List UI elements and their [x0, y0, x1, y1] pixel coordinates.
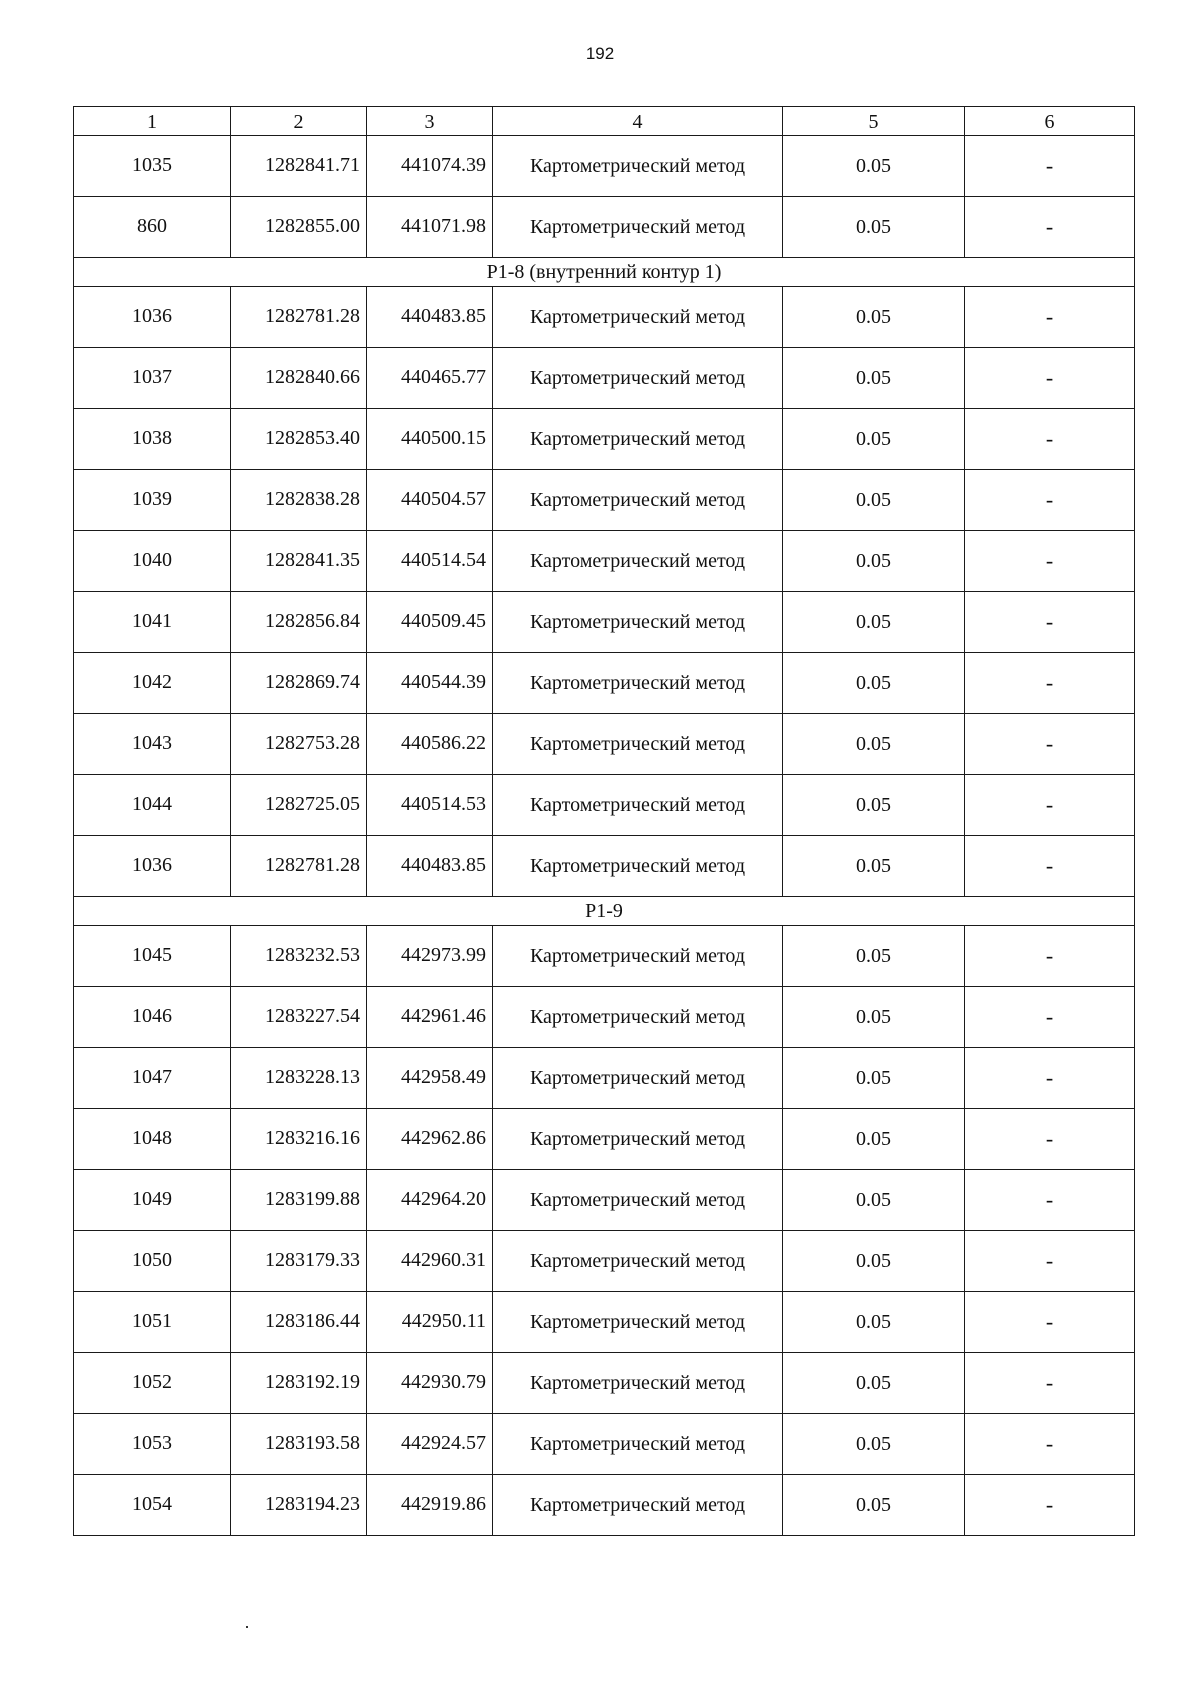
note-cell: - [965, 714, 1135, 775]
header-cell: 3 [367, 107, 493, 136]
x-coordinate-cell: 1282725.05 [231, 775, 367, 836]
method-cell: Картометрический метод [493, 1048, 783, 1109]
x-coordinate-cell: 1282781.28 [231, 287, 367, 348]
y-coordinate-cell: 440544.39 [367, 653, 493, 714]
table-row [74, 348, 1135, 409]
accuracy-cell: 0.05 [783, 1231, 965, 1292]
x-coordinate-cell: 1283232.53 [231, 926, 367, 987]
note-cell: - [965, 1170, 1135, 1231]
y-coordinate-cell: 442961.46 [367, 987, 493, 1048]
point-number-cell: 1053 [74, 1414, 231, 1475]
table-row [74, 136, 1135, 197]
note-cell: - [965, 470, 1135, 531]
table-row [74, 531, 1135, 592]
accuracy-cell: 0.05 [783, 1048, 965, 1109]
table-row [74, 287, 1135, 348]
point-number-cell: 1036 [74, 287, 231, 348]
method-cell: Картометрический метод [493, 926, 783, 987]
accuracy-cell: 0.05 [783, 1353, 965, 1414]
header-cell: 5 [783, 107, 965, 136]
table-row [74, 197, 1135, 258]
point-number-cell: 1036 [74, 836, 231, 897]
point-number-cell: 860 [74, 197, 231, 258]
table-row [74, 1048, 1135, 1109]
x-coordinate-cell: 1282838.28 [231, 470, 367, 531]
point-number-cell: 1049 [74, 1170, 231, 1231]
note-cell: - [965, 531, 1135, 592]
accuracy-cell: 0.05 [783, 348, 965, 409]
accuracy-cell: 0.05 [783, 1414, 965, 1475]
point-number-cell: 1054 [74, 1475, 231, 1536]
point-number-cell: 1040 [74, 531, 231, 592]
table-row [74, 1414, 1135, 1475]
note-cell: - [965, 1292, 1135, 1353]
note-cell: - [965, 409, 1135, 470]
x-coordinate-cell: 1282853.40 [231, 409, 367, 470]
point-number-cell: 1041 [74, 592, 231, 653]
header-row [74, 107, 1135, 136]
table-row [74, 1170, 1135, 1231]
point-number-cell: 1052 [74, 1353, 231, 1414]
header-cell: 2 [231, 107, 367, 136]
accuracy-cell: 0.05 [783, 287, 965, 348]
point-number-cell: 1035 [74, 136, 231, 197]
note-cell: - [965, 348, 1135, 409]
note-cell: - [965, 592, 1135, 653]
point-number-cell: 1047 [74, 1048, 231, 1109]
coordinates-table [73, 106, 1135, 1536]
x-coordinate-cell: 1282856.84 [231, 592, 367, 653]
y-coordinate-cell: 442960.31 [367, 1231, 493, 1292]
x-coordinate-cell: 1283179.33 [231, 1231, 367, 1292]
accuracy-cell: 0.05 [783, 531, 965, 592]
table-row [74, 1475, 1135, 1536]
table-row [74, 714, 1135, 775]
y-coordinate-cell: 442964.20 [367, 1170, 493, 1231]
method-cell: Картометрический метод [493, 1475, 783, 1536]
note-cell: - [965, 987, 1135, 1048]
accuracy-cell: 0.05 [783, 197, 965, 258]
y-coordinate-cell: 440586.22 [367, 714, 493, 775]
method-cell: Картометрический метод [493, 1109, 783, 1170]
point-number-cell: 1051 [74, 1292, 231, 1353]
x-coordinate-cell: 1283228.13 [231, 1048, 367, 1109]
y-coordinate-cell: 440483.85 [367, 836, 493, 897]
point-number-cell: 1042 [74, 653, 231, 714]
note-cell: - [965, 653, 1135, 714]
note-cell: - [965, 1048, 1135, 1109]
table-body [74, 107, 1135, 1536]
method-cell: Картометрический метод [493, 197, 783, 258]
section-row [74, 258, 1135, 287]
method-cell: Картометрический метод [493, 592, 783, 653]
method-cell: Картометрический метод [493, 1231, 783, 1292]
y-coordinate-cell: 442924.57 [367, 1414, 493, 1475]
method-cell: Картометрический метод [493, 470, 783, 531]
table-row [74, 926, 1135, 987]
method-cell: Картометрический метод [493, 1292, 783, 1353]
method-cell: Картометрический метод [493, 1353, 783, 1414]
note-cell: - [965, 1109, 1135, 1170]
note-cell: - [965, 136, 1135, 197]
y-coordinate-cell: 442973.99 [367, 926, 493, 987]
method-cell: Картометрический метод [493, 836, 783, 897]
note-cell: - [965, 1414, 1135, 1475]
header-cell: 1 [74, 107, 231, 136]
x-coordinate-cell: 1283216.16 [231, 1109, 367, 1170]
accuracy-cell: 0.05 [783, 409, 965, 470]
point-number-cell: 1048 [74, 1109, 231, 1170]
accuracy-cell: 0.05 [783, 1475, 965, 1536]
header-cell: 4 [493, 107, 783, 136]
method-cell: Картометрический метод [493, 775, 783, 836]
method-cell: Картометрический метод [493, 409, 783, 470]
table-row [74, 987, 1135, 1048]
accuracy-cell: 0.05 [783, 714, 965, 775]
accuracy-cell: 0.05 [783, 926, 965, 987]
section-title: Р1-8 (внутренний контур 1) [74, 258, 1135, 287]
y-coordinate-cell: 440514.53 [367, 775, 493, 836]
accuracy-cell: 0.05 [783, 775, 965, 836]
x-coordinate-cell: 1282841.71 [231, 136, 367, 197]
accuracy-cell: 0.05 [783, 653, 965, 714]
x-coordinate-cell: 1283186.44 [231, 1292, 367, 1353]
note-cell: - [965, 1231, 1135, 1292]
y-coordinate-cell: 442950.11 [367, 1292, 493, 1353]
table-row [74, 653, 1135, 714]
table-row [74, 1292, 1135, 1353]
y-coordinate-cell: 441071.98 [367, 197, 493, 258]
accuracy-cell: 0.05 [783, 1109, 965, 1170]
x-coordinate-cell: 1283194.23 [231, 1475, 367, 1536]
accuracy-cell: 0.05 [783, 136, 965, 197]
header-cell: 6 [965, 107, 1135, 136]
x-coordinate-cell: 1282840.66 [231, 348, 367, 409]
y-coordinate-cell: 440514.54 [367, 531, 493, 592]
note-cell: - [965, 836, 1135, 897]
point-number-cell: 1050 [74, 1231, 231, 1292]
point-number-cell: 1039 [74, 470, 231, 531]
page-number: 192 [585, 44, 615, 63]
method-cell: Картометрический метод [493, 714, 783, 775]
x-coordinate-cell: 1283199.88 [231, 1170, 367, 1231]
x-coordinate-cell: 1282869.74 [231, 653, 367, 714]
scan-speck [246, 1626, 248, 1628]
table-row [74, 775, 1135, 836]
y-coordinate-cell: 442930.79 [367, 1353, 493, 1414]
accuracy-cell: 0.05 [783, 592, 965, 653]
section-row [74, 897, 1135, 926]
method-cell: Картометрический метод [493, 348, 783, 409]
y-coordinate-cell: 440500.15 [367, 409, 493, 470]
table-row [74, 409, 1135, 470]
point-number-cell: 1037 [74, 348, 231, 409]
note-cell: - [965, 926, 1135, 987]
table-row [74, 1353, 1135, 1414]
note-cell: - [965, 287, 1135, 348]
point-number-cell: 1038 [74, 409, 231, 470]
x-coordinate-cell: 1283192.19 [231, 1353, 367, 1414]
table-row [74, 836, 1135, 897]
method-cell: Картометрический метод [493, 531, 783, 592]
accuracy-cell: 0.05 [783, 836, 965, 897]
table-row [74, 1231, 1135, 1292]
x-coordinate-cell: 1282841.35 [231, 531, 367, 592]
table-row [74, 470, 1135, 531]
accuracy-cell: 0.05 [783, 1170, 965, 1231]
method-cell: Картометрический метод [493, 1170, 783, 1231]
point-number-cell: 1045 [74, 926, 231, 987]
section-title: Р1-9 [74, 897, 1135, 926]
y-coordinate-cell: 440504.57 [367, 470, 493, 531]
x-coordinate-cell: 1283193.58 [231, 1414, 367, 1475]
x-coordinate-cell: 1283227.54 [231, 987, 367, 1048]
table-row [74, 1109, 1135, 1170]
y-coordinate-cell: 441074.39 [367, 136, 493, 197]
method-cell: Картометрический метод [493, 653, 783, 714]
point-number-cell: 1044 [74, 775, 231, 836]
x-coordinate-cell: 1282781.28 [231, 836, 367, 897]
method-cell: Картометрический метод [493, 1414, 783, 1475]
y-coordinate-cell: 442962.86 [367, 1109, 493, 1170]
note-cell: - [965, 197, 1135, 258]
method-cell: Картометрический метод [493, 136, 783, 197]
y-coordinate-cell: 442919.86 [367, 1475, 493, 1536]
method-cell: Картометрический метод [493, 287, 783, 348]
accuracy-cell: 0.05 [783, 1292, 965, 1353]
table-row [74, 592, 1135, 653]
note-cell: - [965, 1353, 1135, 1414]
y-coordinate-cell: 440465.77 [367, 348, 493, 409]
note-cell: - [965, 1475, 1135, 1536]
method-cell: Картометрический метод [493, 987, 783, 1048]
y-coordinate-cell: 442958.49 [367, 1048, 493, 1109]
accuracy-cell: 0.05 [783, 987, 965, 1048]
x-coordinate-cell: 1282855.00 [231, 197, 367, 258]
accuracy-cell: 0.05 [783, 470, 965, 531]
x-coordinate-cell: 1282753.28 [231, 714, 367, 775]
point-number-cell: 1043 [74, 714, 231, 775]
y-coordinate-cell: 440509.45 [367, 592, 493, 653]
note-cell: - [965, 775, 1135, 836]
y-coordinate-cell: 440483.85 [367, 287, 493, 348]
point-number-cell: 1046 [74, 987, 231, 1048]
